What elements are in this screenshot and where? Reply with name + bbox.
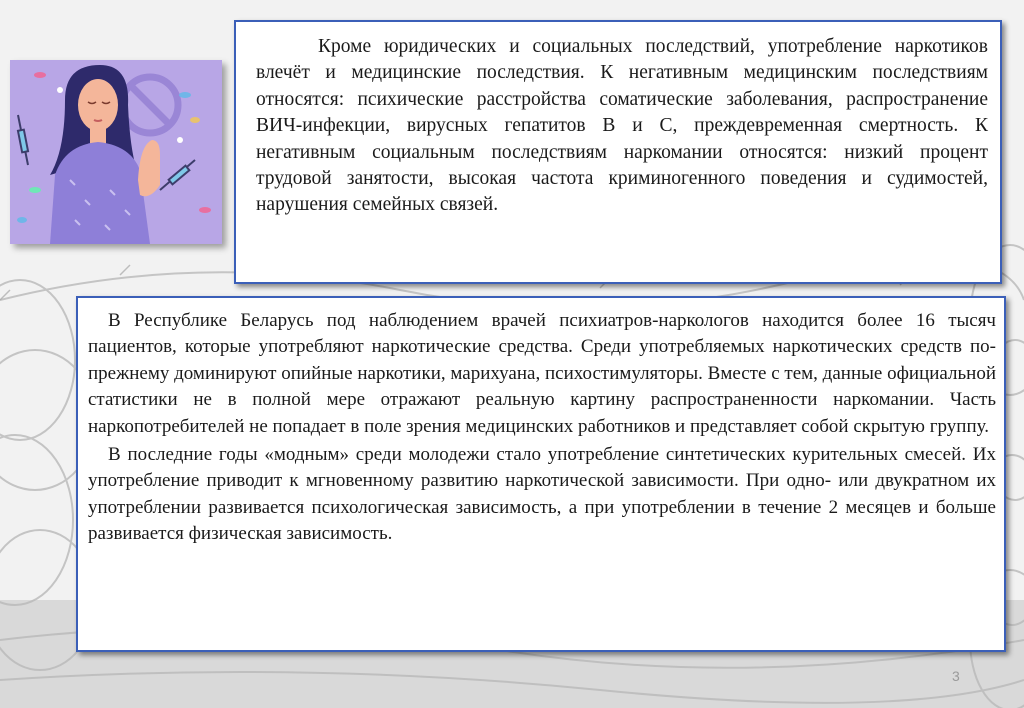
woman-refusing-drugs-illustration: [10, 60, 222, 244]
synthetic-mixtures-paragraph: В последние годы «модным» среди молодежи стало употребление синтетических курительных смесей. Их употребление приводит к мгновенному развитию наркотической зависимости. При одно- или двукратном их употреблении развивается психологическая зависимость, а при употреблении в течение 2 месяцев и больше развивается физическая зависимость.: [88, 444, 996, 545]
consequences-paragraph: Кроме юридических и социальных последствий, употребление наркотиков влечёт и медицинские последствия. К негативным медицинским последствиям относятся: психические расстройства соматические заболевания, распространение ВИЧ-инфекции, вирусных гепатитов В и С, преждевременная смертность. К негативным социальным последствиям наркомании относятся: низкий процент трудовой занятости, высокая частота криминогенного поведения и судимостей, нарушения семейных связей.: [256, 36, 988, 216]
illustration: [10, 60, 222, 244]
text-box-consequences: [234, 20, 1002, 284]
statistics-paragraph: В Республике Беларусь под наблюдением врачей психиатров-наркологов находится более 16 тысяч пациентов, которые употребляют наркотические средства. Среди употребляемых наркотических средств по-прежнему доминируют опийные наркотики, марихуана, психостимуляторы. Вместе с тем, данные официальной статистики не в полной мере отражают реальную картину распространенности наркомании. Часть наркопотребителей не попадает в поле зрения медицинских работников и представляет собой скрытую группу.: [88, 310, 996, 437]
page-number: 3: [952, 668, 960, 684]
text-box-statistics: [76, 296, 1006, 652]
